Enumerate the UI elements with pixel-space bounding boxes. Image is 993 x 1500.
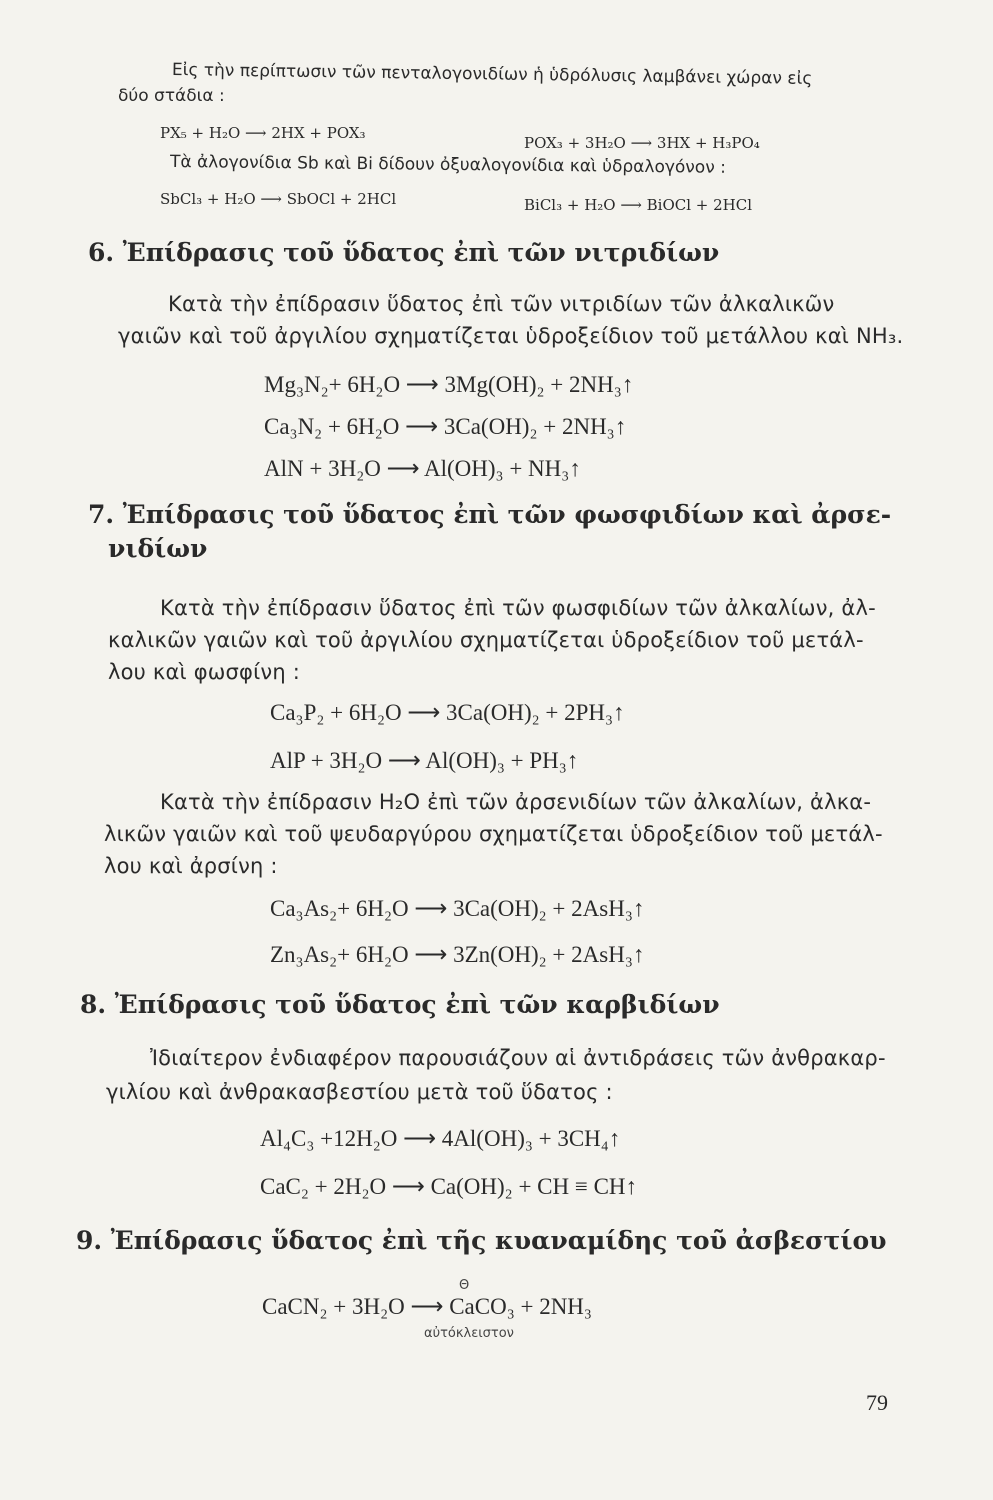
section-7-para-1-line-2: καλικῶν γαιῶν καὶ τοῦ ἀργιλίου σχηματίζεται ὑδροξείδιον τοῦ μετάλ- <box>108 628 864 652</box>
page-number: 79 <box>866 1390 888 1415</box>
intro-equation-1: PX₅ + H₂O ⟶ 2HX + POX₃ <box>160 124 366 142</box>
section-6-para-line-2: γαιῶν καὶ τοῦ ἀργιλίου σχηματίζεται ὑδροξείδιον τοῦ μετάλλου καὶ NH₃. <box>118 324 904 348</box>
section-7-para-2-line-2: λικῶν γαιῶν καὶ τοῦ ψευδαργύρου σχηματίζεται ὑδροξείδιον τοῦ μετάλ- <box>104 822 883 846</box>
intro-equation-3: SbCl₃ + H₂O ⟶ SbOCl + 2HCl <box>160 190 397 208</box>
section-6-equation: Mg₃N₂+ 6H₂O ⟶ 3Mg(OH)₂ + 2NH₃↑ <box>264 372 634 397</box>
section-8-para-line-2: γιλίου καὶ ἀνθρακασβεστίου μετὰ τοῦ ὕδατος : <box>106 1080 613 1104</box>
section-6-equation: AlN + 3H₂O ⟶ Al(OH)₃ + NH₃↑ <box>264 456 581 481</box>
section-7-para-1-line-1: Κατὰ τὴν ἐπίδρασιν ὕδατος ἐπὶ τῶν φωσφιδίων τῶν ἀλκαλίων, ἀλ- <box>160 596 876 620</box>
section-7-equation: Ca₃As₂+ 6H₂O ⟶ 3Ca(OH)₂ + 2AsH₃↑ <box>270 896 645 921</box>
intro-equation-4: BiCl₃ + H₂O ⟶ BiOCl + 2HCl <box>524 196 753 214</box>
heat-symbol: Θ <box>459 1278 470 1293</box>
section-9-heading: 9. Ἐπίδρασις ὕδατος ἐπὶ τῆς κυαναμίδης τοῦ ἀσβεστίου <box>76 1226 887 1255</box>
section-6-equation: Ca₃N₂ + 6H₂O ⟶ 3Ca(OH)₂ + 2NH₃↑ <box>264 414 627 439</box>
autoclave-note: αὐτόκλειστον <box>424 1326 514 1341</box>
intro-line-2: δύο στάδια : <box>118 86 225 106</box>
section-8-heading: 8. Ἐπίδρασις τοῦ ὕδατος ἐπὶ τῶν καρβιδίων <box>80 990 720 1019</box>
section-7-heading-line-2: νιδίων <box>108 534 208 563</box>
section-8-equation: Al₄C₃ +12H₂O ⟶ 4Al(OH)₃ + 3CH₄↑ <box>260 1126 621 1151</box>
section-8-para-line-1: Ἰδιαίτερον ἐνδιαφέρον παρουσιάζουν αἱ ἀντιδράσεις τῶν ἀνθρακαρ- <box>150 1046 886 1070</box>
section-9-equation: CaCN₂ + 3H₂O ⟶ CaCO₃ + 2NH₃ <box>262 1294 592 1319</box>
intro-line-1: Εἰς τὴν περίπτωσιν τῶν πενταλογονιδίων ἡ ὑδρόλυσις λαμβάνει χώραν εἰς <box>171 60 813 89</box>
section-7-para-2-line-1: Κατὰ τὴν ἐπίδρασιν H₂O ἐπὶ τῶν ἀρσενιδίων τῶν ἀλκαλίων, ἀλκα- <box>160 790 872 814</box>
section-6-heading: 6. Ἐπίδρασις τοῦ ὕδατος ἐπὶ τῶν νιτριδίων <box>88 238 720 267</box>
section-7-para-1-line-3: λου καὶ φωσφίνη : <box>108 660 301 684</box>
intro-equation-2: POX₃ + 3H₂O ⟶ 3HX + H₃PO₄ <box>524 134 760 152</box>
section-7-equation: Zn₃As₂+ 6H₂O ⟶ 3Zn(OH)₂ + 2AsH₃↑ <box>270 942 645 967</box>
section-7-para-2-line-3: λου καὶ ἀρσίνη : <box>104 854 278 878</box>
section-7-equation: Ca₃P₂ + 6H₂O ⟶ 3Ca(OH)₂ + 2PH₃↑ <box>270 700 625 725</box>
section-7-equation: AlP + 3H₂O ⟶ Al(OH)₃ + PH₃↑ <box>270 748 579 773</box>
section-6-para-line-1: Κατὰ τὴν ἐπίδρασιν ὕδατος ἐπὶ τῶν νιτριδίων τῶν ἀλκαλικῶν <box>168 292 835 316</box>
section-7-heading-line-1: 7. Ἐπίδρασις τοῦ ὕδατος ἐπὶ τῶν φωσφιδίων καὶ ἀρσε- <box>88 500 892 529</box>
intro-line-3: Τὰ ἀλογονίδια Sb καὶ Bi δίδουν ὀξυαλογονίδια καὶ ὑδραλογόνον : <box>169 152 726 178</box>
section-8-equation: CaC₂ + 2H₂O ⟶ Ca(OH)₂ + CH ≡ CH↑ <box>260 1174 638 1199</box>
